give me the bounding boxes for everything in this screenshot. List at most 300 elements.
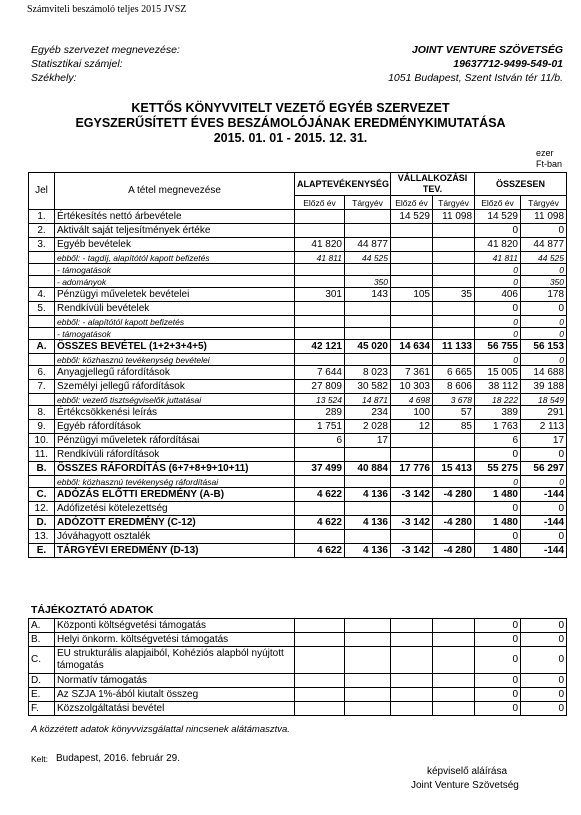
row-value: 15 413 xyxy=(433,462,475,476)
table-row xyxy=(29,516,567,530)
row-label: Adófizetési kötelezettség xyxy=(55,502,295,516)
row-value: 3 678 xyxy=(433,394,475,406)
row-label: EU strukturális alapjaiból, Kohéziós alapból nyújtott támogatás xyxy=(55,647,295,674)
curr-year-header: Tárgyév xyxy=(521,196,567,210)
row-value xyxy=(433,448,475,462)
row-value: 17 xyxy=(345,434,391,448)
empty-cell xyxy=(433,702,475,716)
row-code: 1. xyxy=(29,210,55,224)
row-value: 56 297 xyxy=(521,462,567,476)
seat-label: Székhely: xyxy=(31,72,77,84)
row-value xyxy=(295,302,345,316)
row-value xyxy=(345,210,391,224)
row-code: B. xyxy=(29,633,55,647)
empty-cell xyxy=(345,674,391,688)
empty-cell xyxy=(391,702,433,716)
row-value: 406 xyxy=(475,288,521,302)
row-value xyxy=(433,276,475,288)
table-row xyxy=(29,380,567,394)
row-code: 9. xyxy=(29,420,55,434)
row-value: -4 280 xyxy=(433,544,475,558)
row-value: 4 136 xyxy=(345,544,391,558)
row-value: 6 xyxy=(475,434,521,448)
org-name-value: JOINT VENTURE SZÖVETSÉG xyxy=(411,44,563,56)
row-value: 2 028 xyxy=(345,420,391,434)
empty-cell xyxy=(345,633,391,647)
row-value: 4 698 xyxy=(391,394,433,406)
table-row xyxy=(29,462,567,476)
row-value: 0 xyxy=(521,530,567,544)
row-label: Jóváhagyott osztalék xyxy=(55,530,295,544)
row-value: 0 xyxy=(521,502,567,516)
row-value: -144 xyxy=(521,516,567,530)
row-value: 14 634 xyxy=(391,340,433,354)
row-code: 4. xyxy=(29,288,55,302)
row-value: 41 811 xyxy=(295,252,345,264)
row-value: 0 xyxy=(521,264,567,276)
table-row xyxy=(29,366,567,380)
row-value: 234 xyxy=(345,406,391,420)
row-code: 5. xyxy=(29,302,55,316)
row-value: -144 xyxy=(521,544,567,558)
row-code: 11. xyxy=(29,448,55,462)
row-value: 8 023 xyxy=(345,366,391,380)
row-value: 85 xyxy=(433,420,475,434)
row-label: ebből: közhasznú tevékenység bevételei xyxy=(55,354,295,366)
empty-cell xyxy=(295,674,345,688)
row-value: 38 112 xyxy=(475,380,521,394)
stat-number-value: 19637712-9499-549-01 xyxy=(453,58,563,70)
row-value: 17 xyxy=(521,434,567,448)
report-period: 2015. 01. 01 - 2015. 12. 31. xyxy=(213,131,368,145)
empty-cell xyxy=(345,702,391,716)
row-value: 0 xyxy=(521,647,567,674)
row-value xyxy=(345,302,391,316)
row-value: -4 280 xyxy=(433,516,475,530)
row-value: 8 606 xyxy=(433,380,475,394)
row-value xyxy=(345,448,391,462)
row-value: 41 820 xyxy=(295,238,345,252)
row-value xyxy=(391,434,433,448)
row-value: 0 xyxy=(521,688,567,702)
row-value: 0 xyxy=(475,224,521,238)
table-row xyxy=(29,434,567,448)
row-code: A. xyxy=(29,619,55,633)
empty-cell xyxy=(433,633,475,647)
row-value: 0 xyxy=(521,476,567,488)
empty-cell xyxy=(295,633,345,647)
row-value: 45 020 xyxy=(345,340,391,354)
row-label: ADÓZOTT EREDMÉNY (C-12) xyxy=(55,516,295,530)
table-row xyxy=(29,316,567,328)
table-row xyxy=(29,633,567,647)
row-code: 12. xyxy=(29,502,55,516)
org-name-label: Egyéb szervezet megnevezése: xyxy=(31,44,180,56)
audit-note: A közzétett adatok könyvvizsgálattal nincsenek alátámasztva. xyxy=(31,724,290,735)
table-row xyxy=(29,224,567,238)
row-code xyxy=(29,276,55,288)
row-value: 0 xyxy=(475,530,521,544)
row-value xyxy=(391,530,433,544)
row-value xyxy=(295,328,345,340)
row-value: 0 xyxy=(475,702,521,716)
row-value: 56 755 xyxy=(475,340,521,354)
row-value: 0 xyxy=(521,328,567,340)
row-value: -3 142 xyxy=(391,516,433,530)
row-value: 18 549 xyxy=(521,394,567,406)
row-label: ÖSSZES RÁFORDÍTÁS (6+7+8+9+10+11) xyxy=(55,462,295,476)
row-value: 11 133 xyxy=(433,340,475,354)
row-value xyxy=(391,224,433,238)
row-value: 0 xyxy=(475,264,521,276)
row-value xyxy=(433,264,475,276)
row-value xyxy=(433,224,475,238)
row-value xyxy=(433,434,475,448)
row-value: 100 xyxy=(391,406,433,420)
row-value: 13 524 xyxy=(295,394,345,406)
row-value: -3 142 xyxy=(391,488,433,502)
table-row xyxy=(29,448,567,462)
row-value xyxy=(345,328,391,340)
row-value: 41 811 xyxy=(475,252,521,264)
empty-cell xyxy=(391,674,433,688)
row-value: 44 877 xyxy=(521,238,567,252)
table-row xyxy=(29,476,567,488)
row-value: -3 142 xyxy=(391,544,433,558)
table-row xyxy=(29,276,567,288)
row-value: 2 113 xyxy=(521,420,567,434)
row-value: -4 280 xyxy=(433,488,475,502)
row-code: 8. xyxy=(29,406,55,420)
row-value: 1 480 xyxy=(475,488,521,502)
row-value xyxy=(295,476,345,488)
row-value: 42 121 xyxy=(295,340,345,354)
table-row xyxy=(29,264,567,276)
row-label: ebből: - tagdíj, alapítótól kapott befizetés xyxy=(55,252,295,264)
row-value xyxy=(433,328,475,340)
row-code xyxy=(29,354,55,366)
row-label: Központi költségvetési támogatás xyxy=(55,619,295,633)
row-code: 2. xyxy=(29,224,55,238)
row-code xyxy=(29,394,55,406)
row-code: 3. xyxy=(29,238,55,252)
row-value: 14 871 xyxy=(345,394,391,406)
row-value: 4 622 xyxy=(295,544,345,558)
table-row xyxy=(29,288,567,302)
row-value: 44 877 xyxy=(345,238,391,252)
row-value xyxy=(391,252,433,264)
row-label: - támogatások xyxy=(55,264,295,276)
row-value: 0 xyxy=(475,633,521,647)
table-row xyxy=(29,238,567,252)
row-value: 15 005 xyxy=(475,366,521,380)
row-value: 0 xyxy=(475,688,521,702)
group-header-alaptevekenyseg: ALAPTEVÉKENYSÉG xyxy=(295,173,391,196)
report-title-line2: EGYSZERŰSÍTETT ÉVES BESZÁMOLÓJÁNAK EREDMÉNYKIMUTATÁSA xyxy=(75,116,506,130)
document-header: Számviteli beszámoló teljes 2015 JVSZ xyxy=(27,4,187,15)
row-value xyxy=(391,264,433,276)
empty-cell xyxy=(433,647,475,674)
row-value xyxy=(295,316,345,328)
row-label: TÁRGYÉVI EREDMÉNY (D-13) xyxy=(55,544,295,558)
prev-year-header: Előző év xyxy=(295,196,345,210)
row-value: 301 xyxy=(295,288,345,302)
empty-cell xyxy=(391,633,433,647)
row-code xyxy=(29,252,55,264)
row-value: 0 xyxy=(475,502,521,516)
table-row xyxy=(29,488,567,502)
row-value xyxy=(295,210,345,224)
row-value: 0 xyxy=(475,448,521,462)
row-code xyxy=(29,328,55,340)
row-value: -144 xyxy=(521,488,567,502)
row-value: 6 665 xyxy=(433,366,475,380)
row-value xyxy=(391,238,433,252)
row-value: 7 361 xyxy=(391,366,433,380)
row-label: ebből: - alapítótól kapott befizetés xyxy=(55,316,295,328)
row-label: Normatív támogatás xyxy=(55,674,295,688)
stat-number-label: Statisztikai számjel: xyxy=(31,58,123,70)
row-value: 6 xyxy=(295,434,345,448)
row-value: 18 222 xyxy=(475,394,521,406)
row-value xyxy=(345,316,391,328)
row-value xyxy=(295,354,345,366)
table-row xyxy=(29,647,567,674)
income-statement-table xyxy=(28,172,567,558)
row-value: 14 529 xyxy=(391,210,433,224)
row-code: 6. xyxy=(29,366,55,380)
row-value: 1 480 xyxy=(475,516,521,530)
row-value: 350 xyxy=(345,276,391,288)
table-row xyxy=(29,210,567,224)
row-label: Pénzügyi műveletek ráfordításai xyxy=(55,434,295,448)
row-value: 17 776 xyxy=(391,462,433,476)
row-value xyxy=(433,252,475,264)
row-value xyxy=(345,502,391,516)
row-value xyxy=(391,302,433,316)
row-value: 1 763 xyxy=(475,420,521,434)
row-code: D. xyxy=(29,516,55,530)
signature-org: Joint Venture Szövetség xyxy=(411,780,519,791)
row-value: 0 xyxy=(475,354,521,366)
row-value: 56 153 xyxy=(521,340,567,354)
group-header-osszesen: ÖSSZESEN xyxy=(475,173,567,196)
row-value xyxy=(433,316,475,328)
row-label: ebből: vezető tisztségviselők juttatásai xyxy=(55,394,295,406)
row-value xyxy=(391,316,433,328)
row-value: 0 xyxy=(521,316,567,328)
row-value: 40 884 xyxy=(345,462,391,476)
empty-cell xyxy=(391,619,433,633)
row-value: 57 xyxy=(433,406,475,420)
row-value: 4 622 xyxy=(295,516,345,530)
row-value: 30 582 xyxy=(345,380,391,394)
row-code: C. xyxy=(29,488,55,502)
row-value: 291 xyxy=(521,406,567,420)
row-value: 4 136 xyxy=(345,488,391,502)
row-value: 44 525 xyxy=(521,252,567,264)
row-label: Az SZJA 1%-ából kiutalt összeg xyxy=(55,688,295,702)
row-value: 27 809 xyxy=(295,380,345,394)
row-value: 0 xyxy=(521,354,567,366)
row-label: - támogatások xyxy=(55,328,295,340)
table-row xyxy=(29,420,567,434)
row-value: 35 xyxy=(433,288,475,302)
row-code: C. xyxy=(29,647,55,674)
row-value xyxy=(345,476,391,488)
info-table xyxy=(28,618,567,716)
info-heading: TÁJÉKOZTATÓ ADATOK xyxy=(31,604,154,616)
row-value: 0 xyxy=(521,448,567,462)
row-code: A. xyxy=(29,340,55,354)
row-value: 0 xyxy=(475,674,521,688)
row-value: 1 480 xyxy=(475,544,521,558)
row-value: 4 622 xyxy=(295,488,345,502)
table-row xyxy=(29,619,567,633)
row-value: 11 098 xyxy=(521,210,567,224)
row-label: Rendkívüli bevételek xyxy=(55,302,295,316)
row-value: 389 xyxy=(475,406,521,420)
empty-cell xyxy=(391,688,433,702)
table-row xyxy=(29,530,567,544)
table-row xyxy=(29,544,567,558)
row-code xyxy=(29,316,55,328)
empty-cell xyxy=(295,619,345,633)
row-value: 0 xyxy=(521,224,567,238)
row-code: F. xyxy=(29,702,55,716)
row-value xyxy=(295,530,345,544)
table-row xyxy=(29,702,567,716)
row-value xyxy=(391,502,433,516)
row-value: 44 525 xyxy=(345,252,391,264)
row-value: 0 xyxy=(475,276,521,288)
curr-year-header: Tárgyév xyxy=(433,196,475,210)
table-row xyxy=(29,674,567,688)
row-value: 105 xyxy=(391,288,433,302)
row-value: 0 xyxy=(521,633,567,647)
row-value xyxy=(345,264,391,276)
row-label: Értékesítés nettó árbevétele xyxy=(55,210,295,224)
row-value: 0 xyxy=(521,674,567,688)
row-label: Személyi jellegű ráfordítások xyxy=(55,380,295,394)
row-value: 14 688 xyxy=(521,366,567,380)
row-code: D. xyxy=(29,674,55,688)
row-code xyxy=(29,264,55,276)
group-header-vallalkozasi: VÁLLALKOZÁSI TEV. xyxy=(391,173,475,196)
table-row xyxy=(29,394,567,406)
row-value: 41 820 xyxy=(475,238,521,252)
row-value xyxy=(433,238,475,252)
row-value xyxy=(295,448,345,462)
row-value xyxy=(391,354,433,366)
row-value xyxy=(345,224,391,238)
row-value xyxy=(391,276,433,288)
unit-label: ezer Ft-ban xyxy=(536,148,563,169)
row-value xyxy=(391,476,433,488)
row-value: 14 529 xyxy=(475,210,521,224)
row-value xyxy=(295,276,345,288)
row-label: Anyagjellegű ráfordítások xyxy=(55,366,295,380)
prev-year-header: Előző év xyxy=(475,196,521,210)
table-row xyxy=(29,302,567,316)
curr-year-header: Tárgyév xyxy=(345,196,391,210)
row-value: 12 xyxy=(391,420,433,434)
table-row xyxy=(29,340,567,354)
empty-cell xyxy=(345,647,391,674)
col-name-header: A tétel megnevezése xyxy=(55,173,295,210)
row-value: 0 xyxy=(521,619,567,633)
row-value: 55 275 xyxy=(475,462,521,476)
row-value xyxy=(433,502,475,516)
row-value: 7 644 xyxy=(295,366,345,380)
row-value xyxy=(391,448,433,462)
row-value: 0 xyxy=(521,702,567,716)
row-value: 0 xyxy=(475,316,521,328)
row-code: 13. xyxy=(29,530,55,544)
row-code: 7. xyxy=(29,380,55,394)
row-label: ebből: közhasznú tevékenység ráfordításai xyxy=(55,476,295,488)
empty-cell xyxy=(295,688,345,702)
row-code: B. xyxy=(29,462,55,476)
row-code: E. xyxy=(29,544,55,558)
empty-cell xyxy=(295,647,345,674)
row-value: 0 xyxy=(475,647,521,674)
table-row xyxy=(29,328,567,340)
row-value: 289 xyxy=(295,406,345,420)
empty-cell xyxy=(433,688,475,702)
prev-year-header: Előző év xyxy=(391,196,433,210)
row-value xyxy=(433,476,475,488)
table-row xyxy=(29,252,567,264)
row-label: Aktivált saját teljesítmények értéke xyxy=(55,224,295,238)
kelt-value: Budapest, 2016. február 29. xyxy=(56,753,180,764)
empty-cell xyxy=(345,688,391,702)
row-value: 178 xyxy=(521,288,567,302)
row-code: E. xyxy=(29,688,55,702)
row-value xyxy=(433,530,475,544)
row-value xyxy=(391,328,433,340)
row-label: - adományok xyxy=(55,276,295,288)
table-row xyxy=(29,406,567,420)
signature-caption: képviselő aláírása xyxy=(427,766,508,777)
row-value xyxy=(433,354,475,366)
row-label: ADÓZÁS ELŐTTI EREDMÉNY (A-B) xyxy=(55,488,295,502)
row-value xyxy=(345,530,391,544)
row-value: 0 xyxy=(475,328,521,340)
table-row xyxy=(29,354,567,366)
row-value xyxy=(295,264,345,276)
empty-cell xyxy=(391,647,433,674)
row-value: 1 751 xyxy=(295,420,345,434)
row-value: 0 xyxy=(475,619,521,633)
row-value xyxy=(345,354,391,366)
col-jel-header: Jel xyxy=(29,173,55,210)
row-value xyxy=(433,302,475,316)
row-value: 0 xyxy=(475,476,521,488)
row-code: 10. xyxy=(29,434,55,448)
row-label: Rendkívüli ráfordítások xyxy=(55,448,295,462)
row-value xyxy=(295,224,345,238)
empty-cell xyxy=(295,702,345,716)
table-row xyxy=(29,502,567,516)
row-label: Pénzügyi műveletek bevételei xyxy=(55,288,295,302)
empty-cell xyxy=(345,619,391,633)
kelt-label: Kelt: xyxy=(31,754,49,764)
row-label: Értékcsökkenési leírás xyxy=(55,406,295,420)
row-label: Közszolgáltatási bevétel xyxy=(55,702,295,716)
row-value: 10 303 xyxy=(391,380,433,394)
row-value: 0 xyxy=(521,302,567,316)
